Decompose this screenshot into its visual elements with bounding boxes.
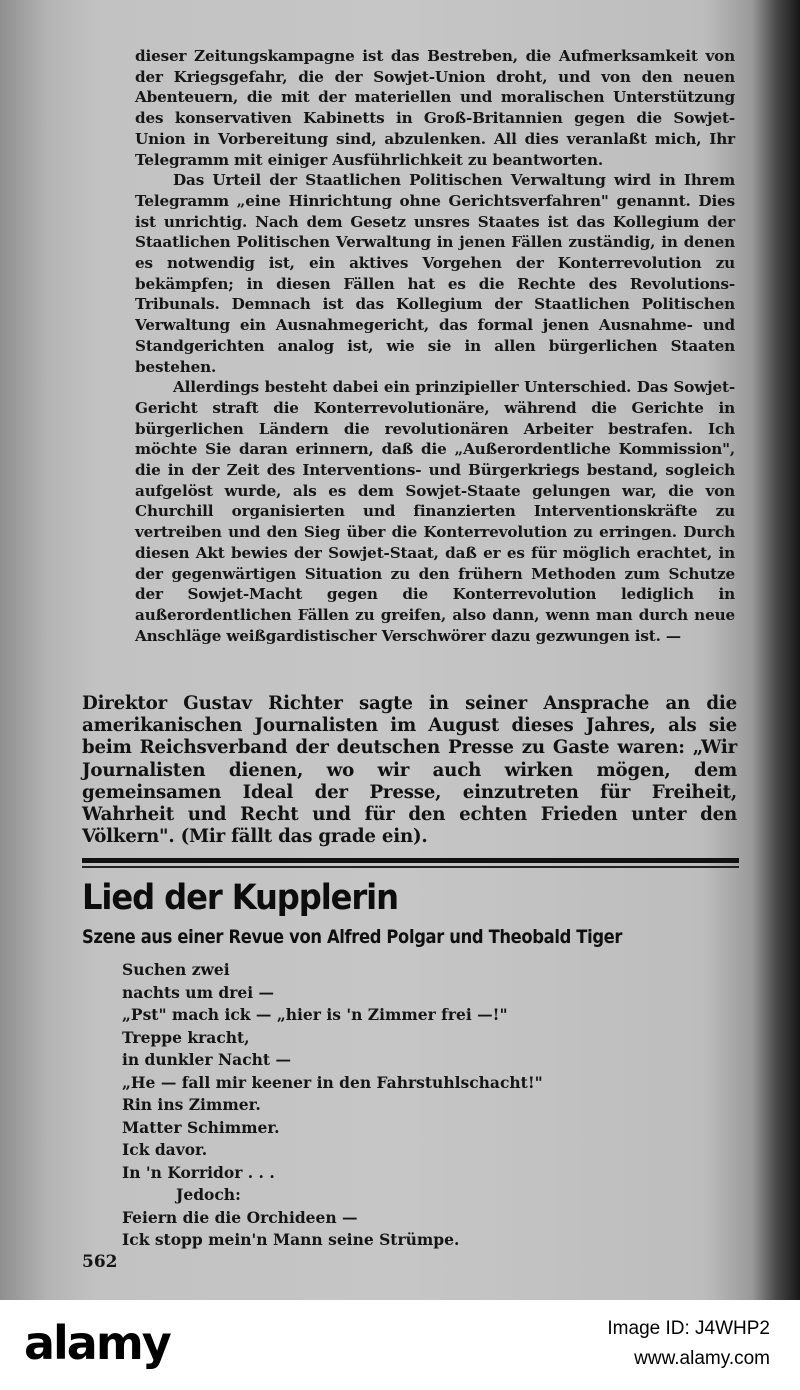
lyric-line: nachts um drei — [122,982,275,1002]
lyric-line: Jedoch: [176,1185,241,1204]
lyric-line: Ick stopp mein'n Mann seine Strümpe. [122,1230,460,1249]
page-number: 562 [82,1252,118,1272]
lyric-line: Feiern die die Orchideen — [122,1207,358,1227]
lyric-line: Matter Schimmer. [122,1117,280,1137]
bleed-through-shadow [730,0,800,1300]
lyric-line: Rin ins Zimmer. [122,1095,261,1114]
stock-url: www.alamy.com [634,1348,770,1369]
lyric-line: „He — fall mir keener in den Fahrstuhlschacht!" [122,1072,543,1092]
article-body [135,46,735,646]
lyric-line: In 'n Korridor . . . [122,1162,275,1182]
stock-logo: alamy [24,1316,170,1370]
stock-image-id: Image ID: J4WHP2 [607,1318,770,1339]
section-divider-thin [82,866,739,868]
song-subtitle: Szene aus einer Revue von Alfred Polgar und Theobald Tiger [82,926,623,948]
lyric-line: Suchen zwei [122,960,230,979]
song-lyrics [122,959,682,1252]
section-divider-thick [82,858,739,863]
article-paragraph-3: Allerdings besteht dabei ein prinzipieller Unterschied. Das Sowjet-Gericht straft die Konterrevolutionäre, während die Gerichte in bürgerlichen Ländern die revolutionären Arbeiter bestrafen. Ich möchte Sie daran erinnern, daß die „Außerordentliche Kommission", die in der Zeit des Interventions- und Bürgerkriegs bestand, sogleich aufgelöst wurde, als es dem Sowjet-Staate gelungen war, die von Churchill organisierten und finanzierten Interventionskräfte zu vertreiben und den Sieg über die Konterrevolution zu erringen. Durch diesen Akt bewies der Sowjet-Staat, daß er es für möglich erachtet, in der gegenwärtigen Situation zu den frühern Methoden zum Schutze der Sowjet-Macht gegen die Konterrevolution lediglich in außerordentlichen Fällen zu greifen, also dann, wenn man durch neue Anschläge weißgardistischer Verschwörer dazu gezwungen ist. — [135,378,735,645]
lyric-line: „Pst" mach ick — „hier is 'n Zimmer frei —!" [122,1005,508,1024]
closing-paragraph: Direktor Gustav Richter sagte in seiner Ansprache an die amerikanischen Journalisten im August dieses Jahres, als sie beim Reichsverband der deutschen Presse zu Gaste waren: „Wir Journalisten dienen, wo wir auch wirken mögen, dem gemeinsamen Ideal der Presse, einzutreten für Freiheit, Wahrheit und Recht und für den echten Frieden unter den Völkern". (Mir fällt das grade ein). [82,693,737,848]
article-paragraph-1: dieser Zeitungskampagne ist das Bestreben, die Aufmerksamkeit von der Kriegsgefahr, die der Sowjet-Union droht, und von den neuen Abenteuern, die mit der materiellen und moralischen Unterstützung des konservativen Kabinetts in Groß-Britannien gegen die Sowjet-Union in Vorbereitung sind, abzulenken. All dies veranlaßt mich, Ihr Telegramm mit einiger Ausführlichkeit zu beantworten. [135,47,735,169]
stock-watermark-bar [0,1300,800,1390]
song-title: Lied der Kupplerin [82,878,398,918]
lyric-line: Ick davor. [122,1140,208,1159]
lyric-line: in dunkler Nacht — [122,1050,291,1069]
lyric-line: Treppe kracht, [122,1027,250,1047]
article-paragraph-2: Das Urteil der Staatlichen Politischen Verwaltung wird in Ihrem Telegramm „eine Hinrichtung ohne Gerichtsverfahren" genannt. Dies ist unrichtig. Nach dem Gesetz unsres Staates ist das Kollegium der Staatlichen Politischen Verwaltung in jenen Fällen zuständig, in denen es notwendig ist, ein aktives Vorgehen der Konterrevolution zu bekämpfen; in diesen Fällen hat es die Rechte des Revolutions-Tribunals. Demnach ist das Kollegium der Staatlichen Politischen Verwaltung ein Ausnahmegericht, das formal jenen Ausnahme- und Standgerichten analog ist, wie sie in allen bürgerlichen Staaten bestehen. [135,171,735,376]
